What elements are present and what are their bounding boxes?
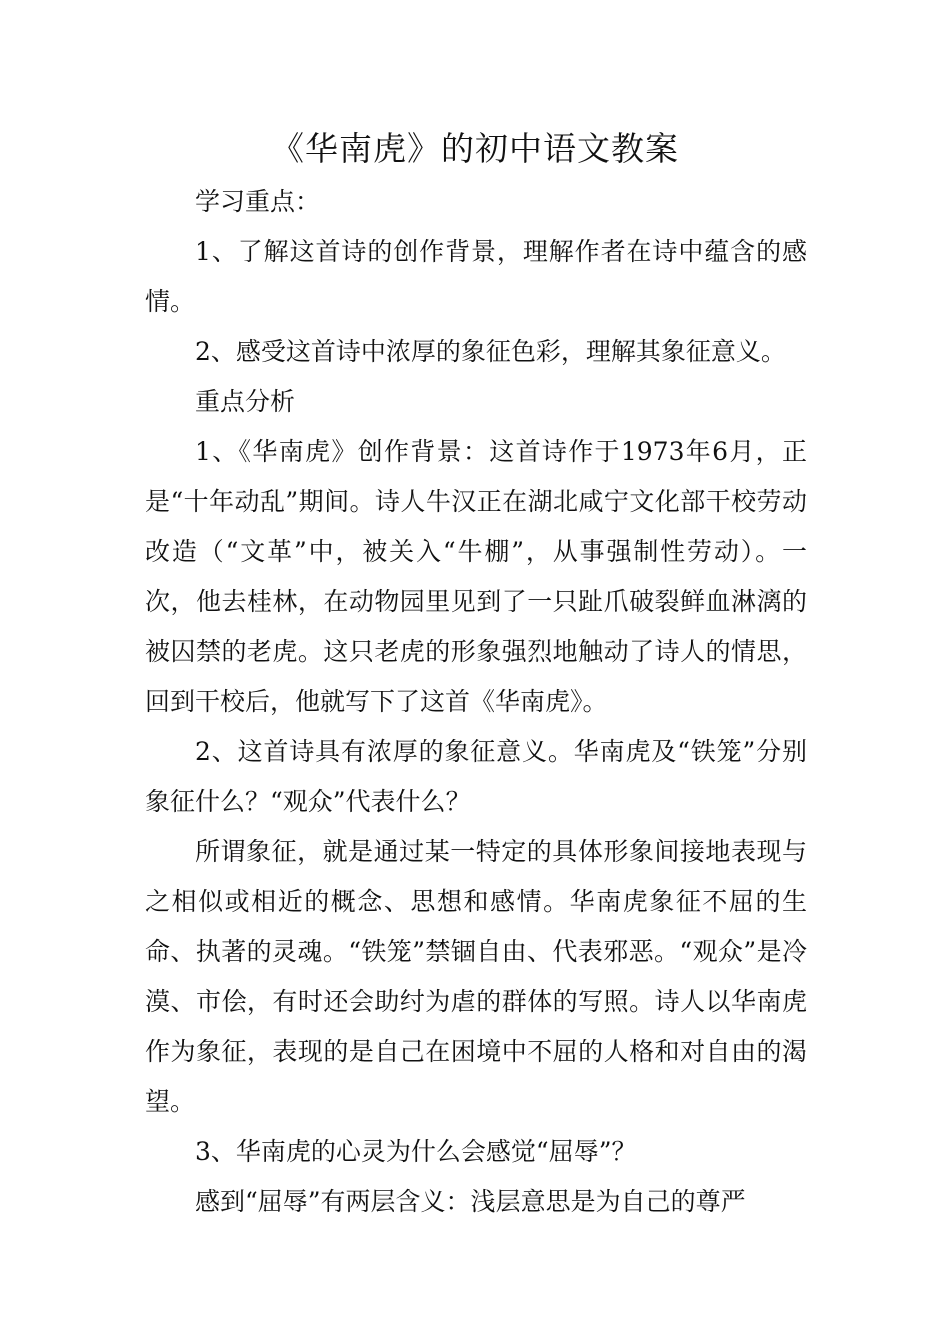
paragraph-analysis-heading: 重点分析 (195, 387, 296, 416)
paragraph-study-focus-heading: 学习重点： (195, 187, 321, 216)
paragraph-analysis-1: 1、《华南虎》创作背景：这首诗作于1973年6月，正是“十年动乱”期间。诗人牛汉正在湖北咸宁文化部干校劳动改造（“文革”中，被关入“牛棚”，从事强制性劳动）。一次，他去桂林，在动物园里见到了一只趾爪破裂鲜血淋漓的被囚禁的老虎。这只老虎的形象强烈地触动了诗人的情思，回到干校后，他就写下了这首《华南虎》。 (145, 437, 807, 716)
paragraph-focus-2: 2、感受这首诗中浓厚的象征色彩，理解其象征意义。 (195, 337, 786, 366)
paragraph-focus-1: 1、了解这首诗的创作背景，理解作者在诗中蕴含的感情。 (145, 237, 807, 316)
paragraph-analysis-3: 3、华南虎的心灵为什么会感觉“屈辱”？ (195, 1137, 637, 1166)
document-title: 《华南虎》的初中语文教案 (271, 129, 679, 168)
paragraph-analysis-2: 2、这首诗具有浓厚的象征意义。华南虎及“铁笼”分别象征什么？“观众”代表什么？ (145, 737, 807, 816)
paragraph-symbolism-explanation: 所谓象征，就是通过某一特定的具体形象间接地表现与之相似或相近的概念、思想和感情。华南虎象征不屈的生命、执著的灵魂。“铁笼”禁锢自由、代表邪恶。“观众”是冷漠、市侩，有时还会助纣为虐的群体的写照。诗人以华南虎作为象征，表现的是自己在困境中不屈的人格和对自由的渴望。 (145, 837, 807, 1116)
paragraph-humiliation-explanation: 感到“屈辱”有两层含义：浅层意思是为自己的尊严 (195, 1187, 746, 1216)
document-body (145, 177, 807, 1227)
